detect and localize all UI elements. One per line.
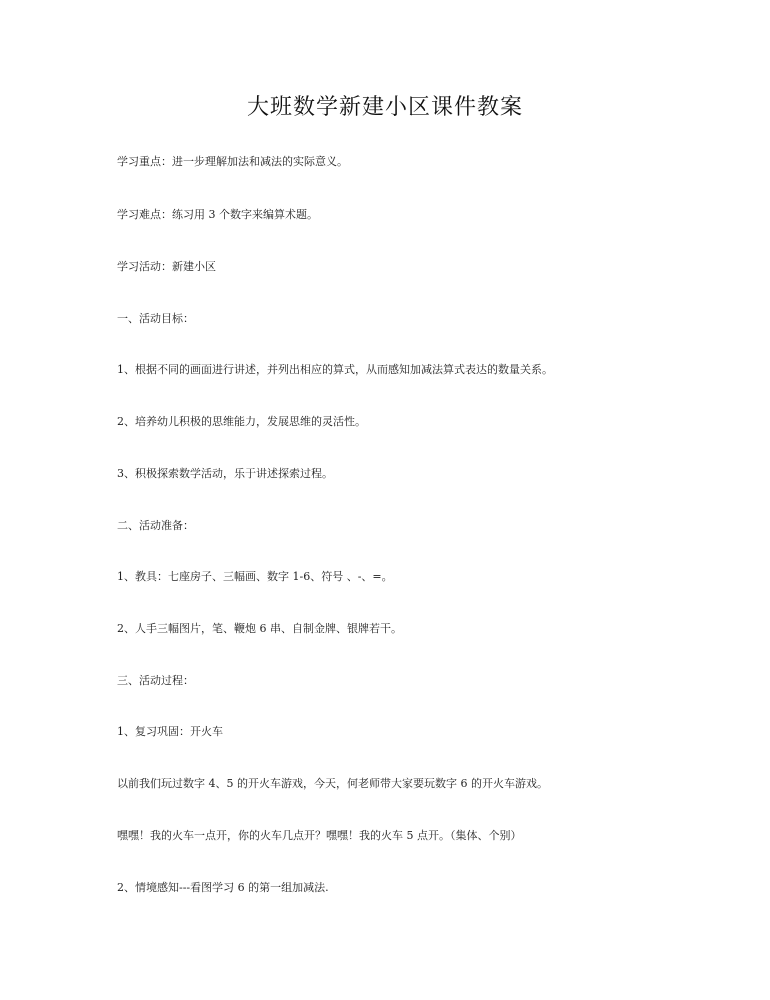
paragraph-difficulty: 学习难点：练习用 3 个数字来编算术题。 [117, 208, 318, 221]
paragraph-key-point: 学习重点：进一步理解加法和减法的实际意义。 [117, 155, 348, 168]
list-item: 2、培养幼儿积极的思维能力，发展思维的灵活性。 [117, 415, 366, 428]
list-item: 1、教具：七座房子、三幅画、数字 1-6、符号 、-、=。 [117, 570, 393, 583]
section-heading-preparation: 二、活动准备： [117, 519, 194, 532]
list-item: 2、人手三幅图片，笔、鞭炮 6 串、自制金牌、银牌若干。 [117, 622, 402, 635]
document-title: 大班数学新建小区课件教案 [246, 95, 523, 120]
list-item: 3、积极探索数学活动，乐于讲述探索过程。 [117, 467, 333, 480]
paragraph-text: 嘿嘿！我的火车一点开，你的火车几点开？嘿嘿！我的火车 5 点开。（集体、个别） [117, 829, 522, 842]
section-heading-goals: 一、活动目标： [117, 312, 194, 325]
paragraph-text: 以前我们玩过数字 4、5 的开火车游戏，今天，何老师带大家要玩数字 6 的开火车游戏。 [117, 777, 548, 790]
list-item: 1、复习巩固：开火车 [117, 725, 223, 738]
list-item: 1、根据不同的画面进行讲述，并列出相应的算式，从而感知加减法算式表达的数量关系。 [117, 363, 553, 376]
paragraph-activity: 学习活动：新建小区 [117, 260, 216, 273]
list-item: 2、情境感知---看图学习 6 的第一组加减法. [117, 881, 329, 894]
section-heading-process: 三、活动过程： [117, 674, 194, 687]
